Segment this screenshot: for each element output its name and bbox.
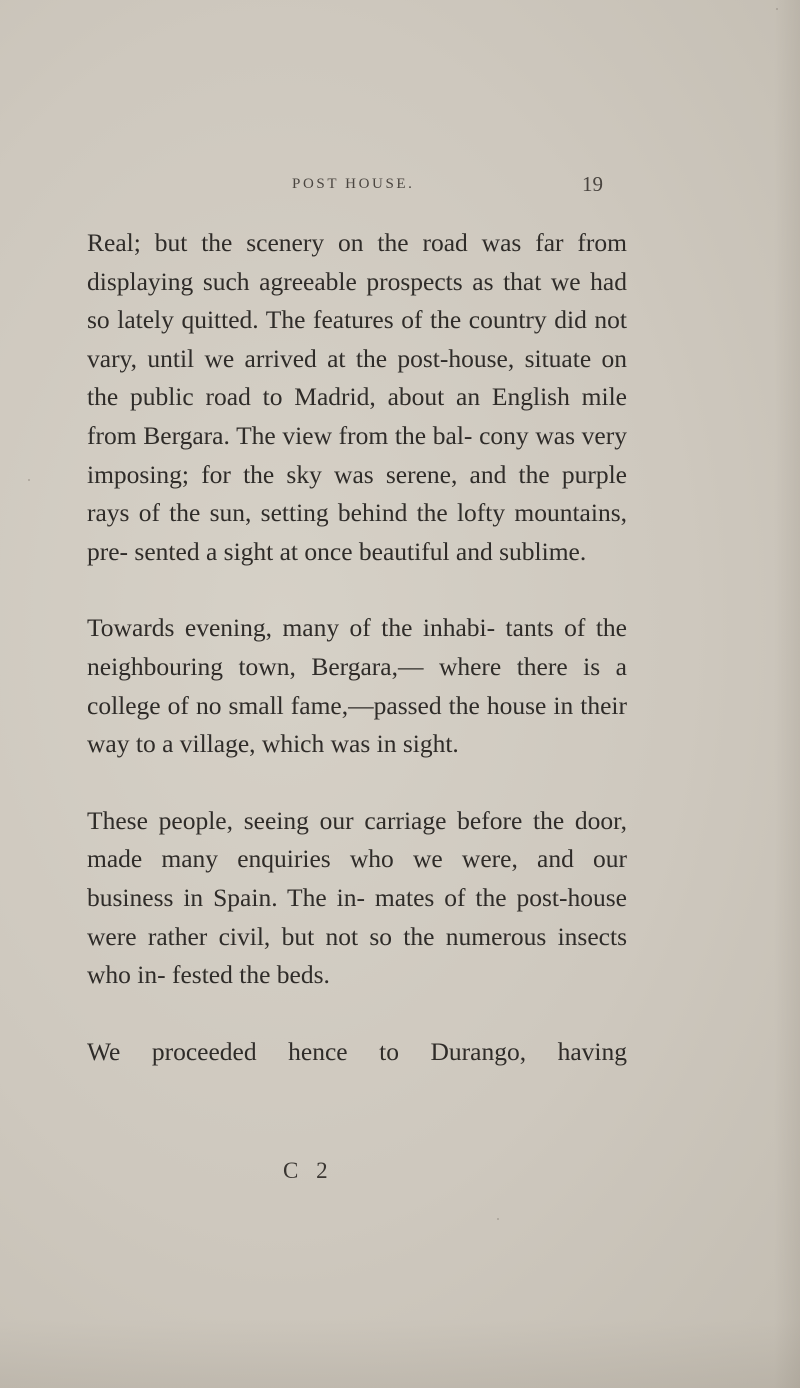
signature-mark: C 2: [283, 1158, 334, 1183]
paper-speck: [497, 1218, 499, 1220]
paragraph: We proceeded hence to Durango, having: [87, 1036, 627, 1066]
paragraph: Real; but the scenery on the road was far from displaying such agreeable prospects as that we had so lately quitted. The features of the country did not vary, until we arrived at the post-house, situate on the public road to Madrid, about an English mile from Bergara. The view from the bal- cony was very imposing; for the sky was serene, and the purple rays of the sun, setting behind the lofty mountains, pre- sented a sight at once beautiful and sublime.: [87, 228, 627, 566]
paper-speck: [28, 479, 30, 481]
page-edge-shadow: [774, 0, 800, 1388]
paragraph: These people, seeing our carriage before the door, made many enquiries who we were, and our business in Spain. The in- mates of the post-house were rather civil, but not so the numerous insects who in- fested the beds.: [87, 805, 627, 990]
running-title: POST HOUSE.: [292, 176, 415, 192]
page-bottom-shadow: [0, 1318, 800, 1388]
page-number: 19: [582, 172, 603, 196]
paper-speck: [776, 8, 778, 10]
running-head: [0, 172, 800, 202]
body-text: [87, 224, 627, 1071]
paragraph: Towards evening, many of the inhabi- tants of the neighbouring town, Bergara,— where there is a college of no small fame,—passed the house in their way to a village, which was in sight.: [87, 613, 627, 759]
